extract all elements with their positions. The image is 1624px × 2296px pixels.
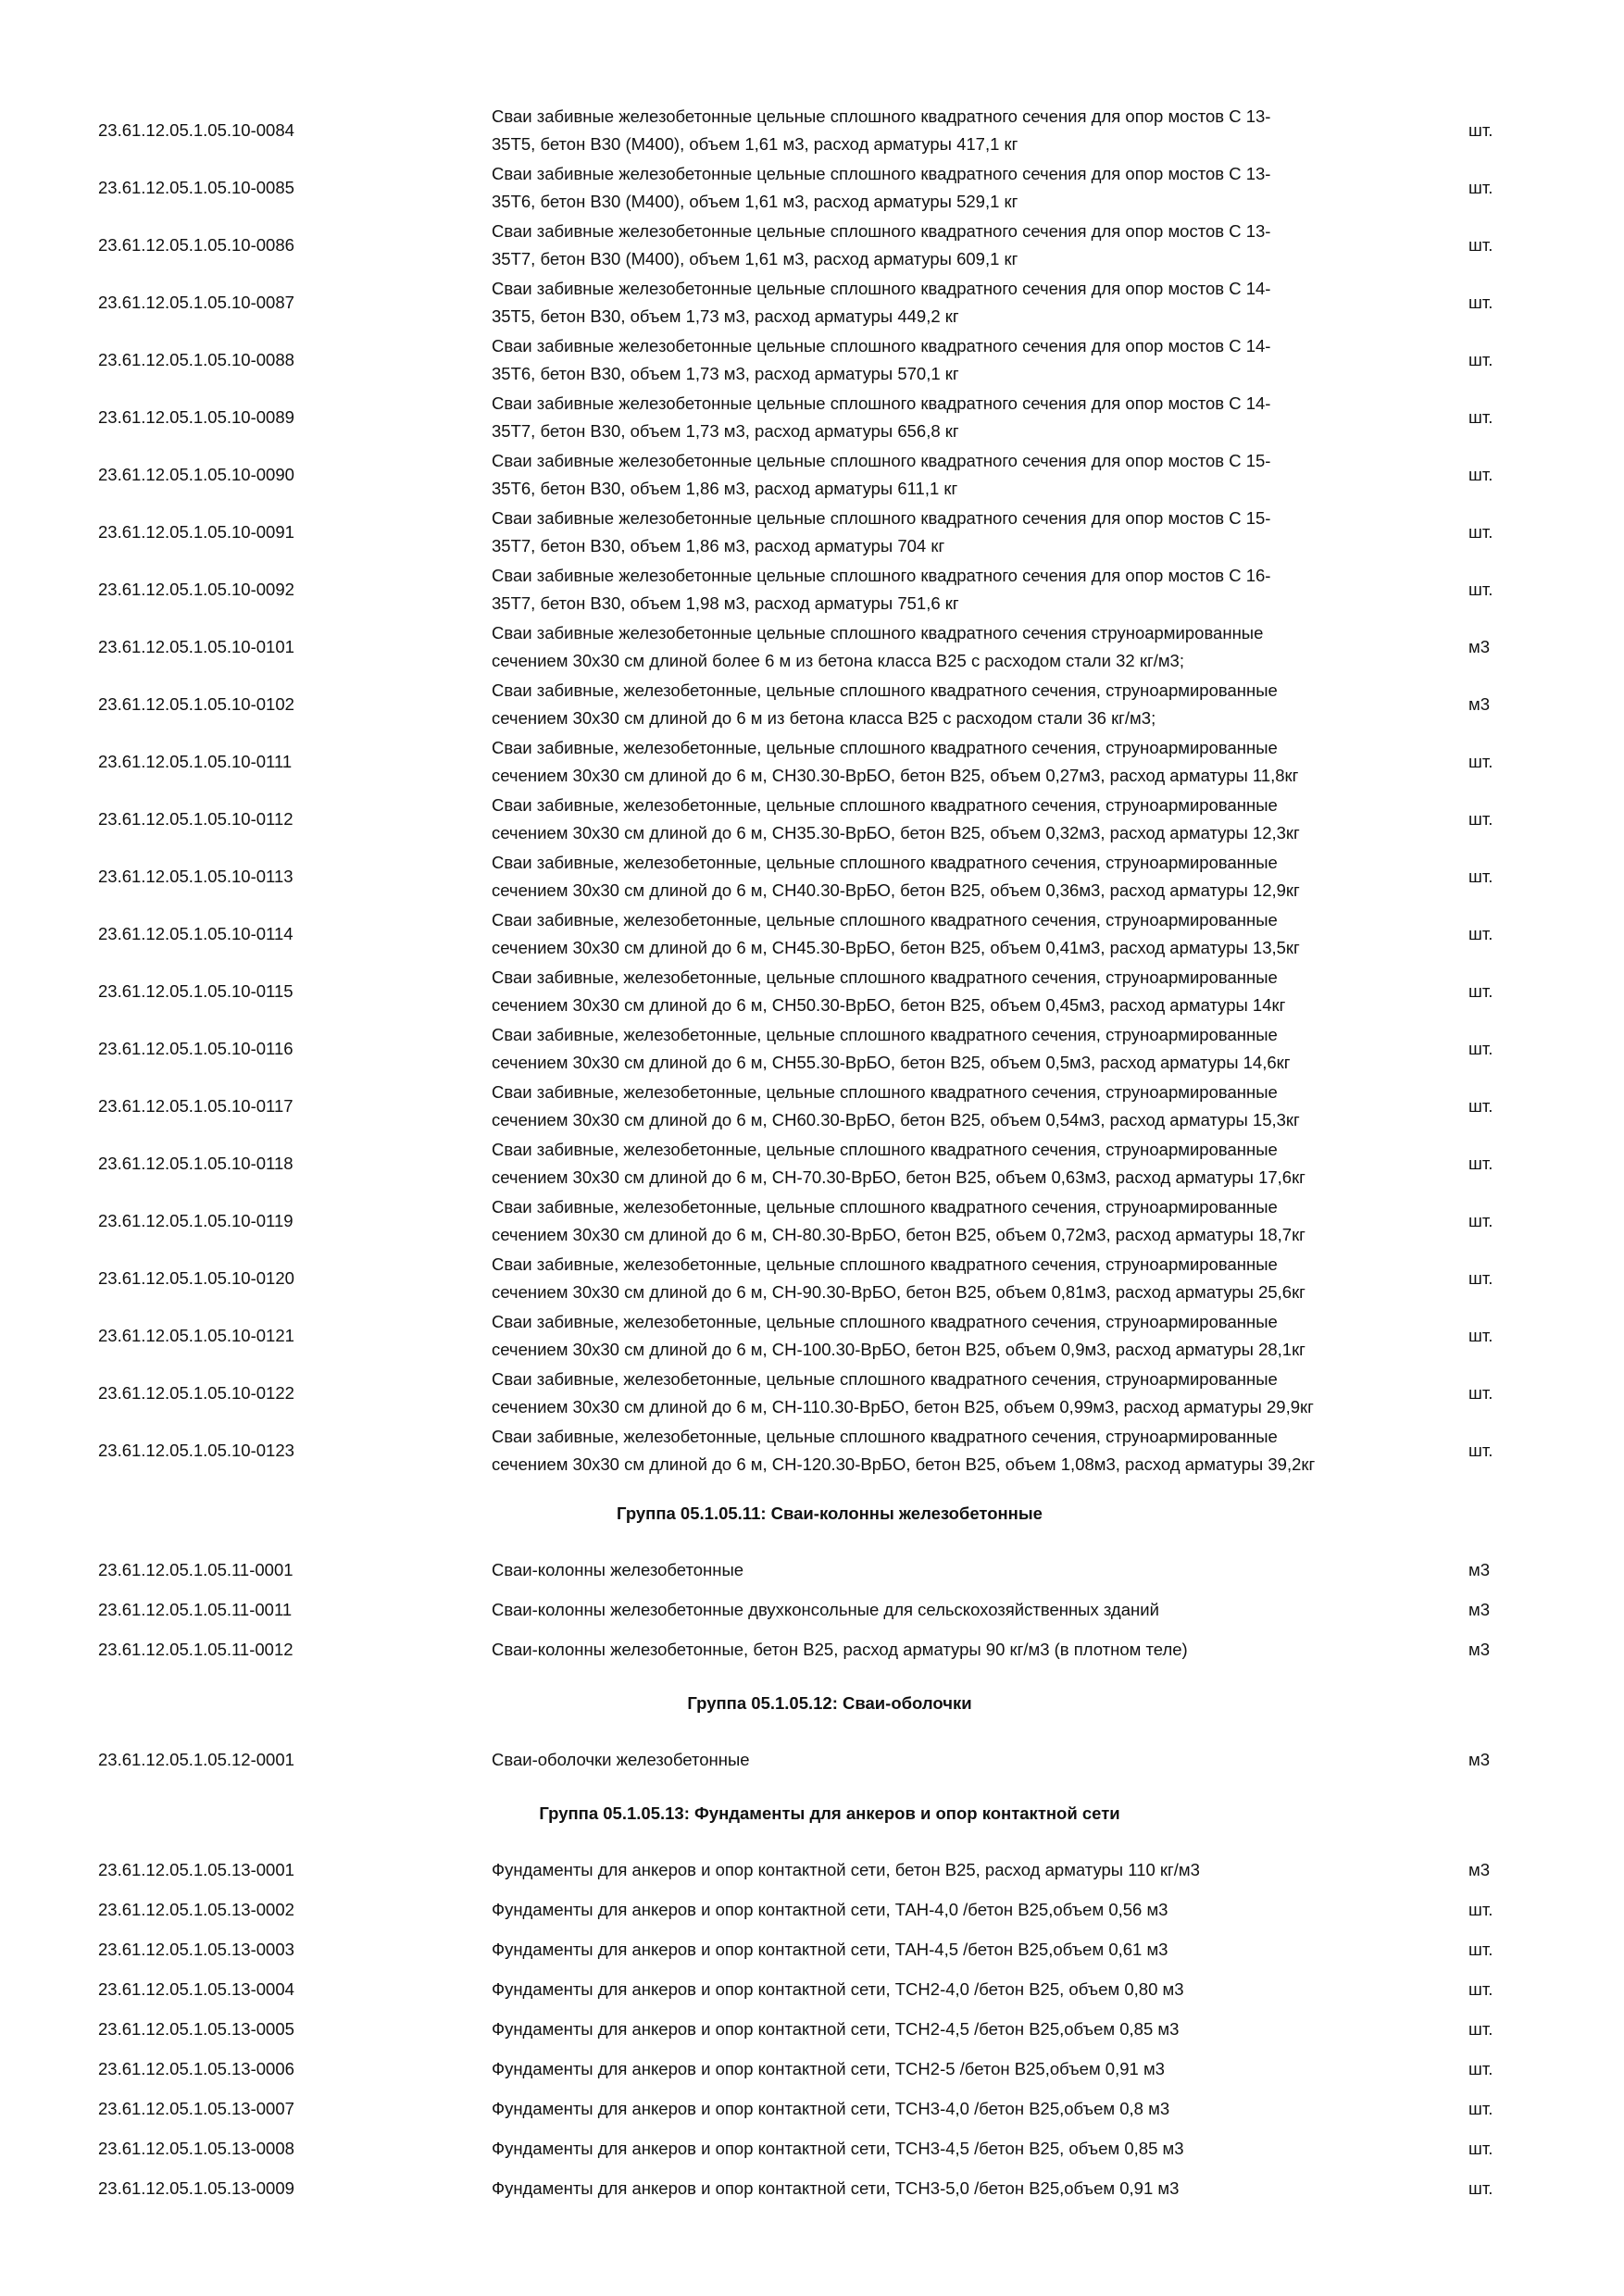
- description-line: 35Т6, бетон В30, объем 1,73 м3, расход арматуры 570,1 кг: [492, 364, 959, 383]
- group-11-block: [98, 1494, 1561, 1533]
- group-12-rows: [98, 1740, 1561, 1779]
- resource-description: Фундаменты для анкеров и опор контактной сети, ТСН3-4,0 /бетон В25,объем 0,8 м3: [492, 2098, 1170, 2118]
- group-heading: Группа 05.1.05.11: Сваи-колонны железобетонные: [617, 1504, 1043, 1523]
- description-line: Сваи забивные, железобетонные, цельные сплошного квадратного сечения, струноармированные: [492, 680, 1278, 700]
- unit-of-measure: шт.: [1468, 2018, 1493, 2039]
- resource-description: [492, 1251, 1468, 1306]
- table-row: [98, 1550, 1561, 1590]
- resource-description: Фундаменты для анкеров и опор контактной сети, ТАН-4,5 /бетон В25,объем 0,61 м3: [492, 1939, 1168, 1959]
- table-row: [98, 446, 1561, 504]
- resource-description: Сваи-колонны железобетонные: [492, 1559, 744, 1579]
- resource-description: Фундаменты для анкеров и опор контактной сети, ТСН3-5,0 /бетон В25,объем 0,91 м3: [492, 2177, 1180, 2198]
- table-row: [98, 504, 1561, 561]
- unit-of-measure: шт.: [1468, 1154, 1493, 1173]
- description-line: сечением 30х30 см длиной до 6 м, СН-90.30-ВрБО, бетон В25, объем 0,81м3, расход арматуры 25,6кг: [492, 1282, 1305, 1302]
- description-line: Сваи забивные, железобетонные, цельные сплошного квадратного сечения, струноармированные: [492, 1427, 1278, 1446]
- unit-of-measure: м3: [1468, 694, 1491, 714]
- resource-description: [492, 619, 1468, 675]
- table-row: [98, 274, 1561, 331]
- unit-of-measure: м3: [1468, 1559, 1491, 1579]
- unit-of-measure: м3: [1468, 1639, 1491, 1659]
- description-line: Сваи забивные, железобетонные, цельные сплошного квадратного сечения, струноармированные: [492, 967, 1278, 987]
- resource-description: [492, 906, 1468, 962]
- resource-code: 23.61.12.05.1.05.10-0101: [98, 637, 294, 656]
- unit-of-measure: шт.: [1468, 2058, 1493, 2078]
- table-row: [98, 1929, 1561, 1969]
- resource-description: [492, 849, 1468, 905]
- unit-of-measure: шт.: [1468, 293, 1493, 312]
- resource-description: [492, 103, 1468, 158]
- resource-code: 23.61.12.05.1.05.13-0001: [98, 1859, 294, 1879]
- resource-code: 23.61.12.05.1.05.10-0118: [98, 1154, 294, 1173]
- table-row: [98, 561, 1561, 618]
- resource-code: 23.61.12.05.1.05.10-0091: [98, 522, 294, 542]
- resource-code: 23.61.12.05.1.05.10-0123: [98, 1441, 294, 1460]
- table-row: [98, 1740, 1561, 1779]
- resource-description: Сваи-колонны железобетонные двухконсольные для сельскохозяйственных зданий: [492, 1599, 1159, 1619]
- unit-of-measure: шт.: [1468, 1383, 1493, 1403]
- description-line: сечением 30х30 см длиной до 6 м, СН55.30-ВрБО, бетон В25, объем 0,5м3, расход арматуры 14,6кг: [492, 1053, 1291, 1072]
- description-line: 35Т5, бетон В30 (М400), объем 1,61 м3, расход арматуры 417,1 кг: [492, 134, 1018, 154]
- table-row: [98, 1590, 1561, 1629]
- description-line: сечением 30х30 см длиной до 6 м, СН50.30-ВрБО, бетон В25, объем 0,45м3, расход арматуры 14кг: [492, 995, 1286, 1015]
- resource-description: [492, 562, 1468, 618]
- unit-of-measure: шт.: [1468, 752, 1493, 771]
- table-row: [98, 1422, 1561, 1479]
- description-line: Сваи забивные, железобетонные, цельные сплошного квадратного сечения, струноармированные: [492, 910, 1278, 930]
- resource-code: 23.61.12.05.1.05.10-0121: [98, 1326, 294, 1345]
- resource-code: 23.61.12.05.1.05.10-0090: [98, 465, 294, 484]
- table-row: [98, 676, 1561, 733]
- resource-description: Фундаменты для анкеров и опор контактной сети, ТСН2-5 /бетон В25,объем 0,91 м3: [492, 2058, 1165, 2078]
- unit-of-measure: шт.: [1468, 1441, 1493, 1460]
- description-line: Сваи забивные железобетонные цельные сплошного квадратного сечения для опор мостов С 15-: [492, 451, 1271, 470]
- resource-code: 23.61.12.05.1.05.10-0115: [98, 981, 294, 1001]
- table-row: [98, 1078, 1561, 1135]
- table-row: [98, 733, 1561, 791]
- description-line: сечением 30х30 см длиной до 6 м, СН-120.30-ВрБО, бетон В25, объем 1,08м3, расход арматуры 39,2кг: [492, 1454, 1316, 1474]
- description-line: Сваи забивные, железобетонные, цельные сплошного квадратного сечения, струноармированные: [492, 853, 1278, 872]
- resource-code: 23.61.12.05.1.05.13-0007: [98, 2098, 294, 2118]
- description-line: 35Т6, бетон В30, объем 1,86 м3, расход арматуры 611,1 кг: [492, 479, 958, 498]
- group-12-block: [98, 1684, 1561, 1723]
- resource-code: 23.61.12.05.1.05.10-0120: [98, 1268, 294, 1288]
- unit-of-measure: шт.: [1468, 1939, 1493, 1959]
- table-row: [98, 1629, 1561, 1669]
- group-11-rows: [98, 1550, 1561, 1669]
- unit-of-measure: шт.: [1468, 924, 1493, 943]
- resource-description: [492, 505, 1468, 560]
- resource-description: [492, 1136, 1468, 1192]
- description-line: Сваи забивные, железобетонные, цельные сплошного квадратного сечения, струноармированные: [492, 1025, 1278, 1044]
- resource-code: 23.61.12.05.1.05.10-0112: [98, 809, 294, 829]
- unit-of-measure: шт.: [1468, 809, 1493, 829]
- description-line: Сваи забивные, железобетонные, цельные сплошного квадратного сечения, струноармированные: [492, 1254, 1278, 1274]
- description-line: сечением 30х30 см длиной до 6 м из бетона класса В25 с расходом стали 36 кг/м3;: [492, 708, 1156, 728]
- description-line: Сваи забивные железобетонные цельные сплошного квадратного сечения для опор мостов С 14-: [492, 279, 1271, 298]
- table-row: [98, 102, 1561, 159]
- unit-of-measure: шт.: [1468, 1326, 1493, 1345]
- resource-code: 23.61.12.05.1.05.10-0119: [98, 1211, 294, 1230]
- resource-description: [492, 160, 1468, 216]
- resource-description: Фундаменты для анкеров и опор контактной сети, ТАН-4,0 /бетон В25,объем 0,56 м3: [492, 1899, 1168, 1919]
- description-line: сечением 30х30 см длиной до 6 м, СН60.30-ВрБО, бетон В25, объем 0,54м3, расход арматуры 15,3кг: [492, 1110, 1300, 1129]
- resource-code: 23.61.12.05.1.05.10-0084: [98, 120, 294, 140]
- resource-code: 23.61.12.05.1.05.10-0102: [98, 694, 294, 714]
- description-line: 35Т7, бетон В30 (М400), объем 1,61 м3, расход арматуры 609,1 кг: [492, 249, 1018, 268]
- description-line: 35Т6, бетон В30 (М400), объем 1,61 м3, расход арматуры 529,1 кг: [492, 192, 1018, 211]
- table-row: [98, 2089, 1561, 2128]
- description-line: Сваи забивные, железобетонные, цельные сплошного квадратного сечения, струноармированные: [492, 795, 1278, 815]
- resource-code: 23.61.12.05.1.05.12-0001: [98, 1749, 294, 1769]
- resource-code: 23.61.12.05.1.05.10-0086: [98, 235, 294, 255]
- description-line: сечением 30х30 см длиной до 6 м, СН45.30-ВрБО, бетон В25, объем 0,41м3, расход арматуры 13,5кг: [492, 938, 1300, 957]
- table-row: [98, 2128, 1561, 2168]
- resource-code: 23.61.12.05.1.05.10-0116: [98, 1039, 294, 1058]
- table-row: [98, 905, 1561, 963]
- unit-of-measure: шт.: [1468, 867, 1493, 886]
- unit-of-measure: м3: [1468, 1859, 1491, 1879]
- resource-description: Фундаменты для анкеров и опор контактной сети, бетон В25, расход арматуры 110 кг/м3: [492, 1859, 1200, 1879]
- resource-description: [492, 792, 1468, 847]
- table-row: [98, 848, 1561, 905]
- description-line: Сваи забивные, железобетонные, цельные сплошного квадратного сечения, струноармированные: [492, 738, 1278, 757]
- unit-of-measure: шт.: [1468, 235, 1493, 255]
- table-row: [98, 331, 1561, 389]
- description-line: Сваи забивные, железобетонные, цельные сплошного квадратного сечения, струноармированные: [492, 1369, 1278, 1389]
- resource-description: Сваи-оболочки железобетонные: [492, 1749, 750, 1769]
- resource-code: 23.61.12.05.1.05.10-0117: [98, 1096, 294, 1116]
- table-row: [98, 2009, 1561, 2049]
- unit-of-measure: шт.: [1468, 1978, 1493, 1999]
- description-line: сечением 30х30 см длиной до 6 м, СН40.30-ВрБО, бетон В25, объем 0,36м3, расход арматуры 12,9кг: [492, 880, 1300, 900]
- resource-description: [492, 677, 1468, 732]
- description-line: Сваи забивные железобетонные цельные сплошного квадратного сечения для опор мостов С 13-: [492, 221, 1271, 241]
- resource-description: Фундаменты для анкеров и опор контактной сети, ТСН2-4,0 /бетон В25, объем 0,80 м3: [492, 1978, 1184, 1999]
- description-line: 35Т5, бетон В30, объем 1,73 м3, расход арматуры 449,2 кг: [492, 306, 959, 326]
- table-row: [98, 1307, 1561, 1365]
- table-row: [98, 389, 1561, 446]
- table-row: [98, 2049, 1561, 2089]
- description-line: сечением 30х30 см длиной до 6 м, СН-100.30-ВрБО, бетон В25, объем 0,9м3, расход арматуры 28,1кг: [492, 1340, 1305, 1359]
- table-row: [98, 963, 1561, 1020]
- table-row: [98, 1250, 1561, 1307]
- resource-description: [492, 218, 1468, 273]
- resource-description: [492, 1021, 1468, 1077]
- resource-description: [492, 447, 1468, 503]
- unit-of-measure: шт.: [1468, 2138, 1493, 2158]
- description-line: Сваи забивные, железобетонные, цельные сплошного квадратного сечения, струноармированные: [492, 1082, 1278, 1102]
- table-row: [98, 1192, 1561, 1250]
- group-13-block: [98, 1794, 1561, 1833]
- resource-description: Фундаменты для анкеров и опор контактной сети, ТСН2-4,5 /бетон В25,объем 0,85 м3: [492, 2018, 1180, 2039]
- resource-description: Фундаменты для анкеров и опор контактной сети, ТСН3-4,5 /бетон В25, объем 0,85 м3: [492, 2138, 1184, 2158]
- resource-code: 23.61.12.05.1.05.13-0002: [98, 1899, 294, 1919]
- resource-code: 23.61.12.05.1.05.10-0114: [98, 924, 294, 943]
- table-row: [98, 1890, 1561, 1929]
- table-row: [98, 1020, 1561, 1078]
- unit-of-measure: шт.: [1468, 465, 1493, 484]
- unit-of-measure: шт.: [1468, 1096, 1493, 1116]
- resource-code: 23.61.12.05.1.05.13-0006: [98, 2058, 294, 2078]
- resource-code: 23.61.12.05.1.05.13-0003: [98, 1939, 294, 1959]
- description-line: Сваи забивные, железобетонные, цельные сплошного квадратного сечения, струноармированные: [492, 1140, 1278, 1159]
- description-line: сечением 30х30 см длиной до 6 м, СН-80.30-ВрБО, бетон В25, объем 0,72м3, расход арматуры 18,7кг: [492, 1225, 1305, 1244]
- resource-description: [492, 390, 1468, 445]
- description-line: 35Т7, бетон В30, объем 1,98 м3, расход арматуры 751,6 кг: [492, 593, 959, 613]
- resource-code: 23.61.12.05.1.05.13-0005: [98, 2018, 294, 2039]
- resource-code: 23.61.12.05.1.05.10-0088: [98, 350, 294, 369]
- table-row: [98, 791, 1561, 848]
- description-line: Сваи забивные железобетонные цельные сплошного квадратного сечения для опор мостов С 15-: [492, 508, 1271, 528]
- resource-description: [492, 1423, 1468, 1479]
- unit-of-measure: м3: [1468, 1599, 1491, 1619]
- unit-of-measure: шт.: [1468, 1899, 1493, 1919]
- table-row: [98, 1850, 1561, 1890]
- resource-description: [492, 734, 1468, 790]
- unit-of-measure: м3: [1468, 637, 1491, 656]
- table-row: [98, 1365, 1561, 1422]
- resource-code: 23.61.12.05.1.05.13-0008: [98, 2138, 294, 2158]
- description-line: Сваи забивные, железобетонные, цельные сплошного квадратного сечения, струноармированные: [492, 1312, 1278, 1331]
- unit-of-measure: шт.: [1468, 407, 1493, 427]
- resource-description: [492, 1366, 1468, 1421]
- unit-of-measure: шт.: [1468, 1211, 1493, 1230]
- description-line: сечением 30х30 см длиной до 6 м, СН-110.30-ВрБО, бетон В25, объем 0,99м3, расход арматуры 29,9кг: [492, 1397, 1314, 1416]
- description-line: 35Т7, бетон В30, объем 1,86 м3, расход арматуры 704 кг: [492, 536, 945, 555]
- resource-description: Сваи-колонны железобетонные, бетон В25, расход арматуры 90 кг/м3 (в плотном теле): [492, 1639, 1188, 1659]
- resource-code: 23.61.12.05.1.05.13-0009: [98, 2177, 294, 2198]
- table-row: [98, 618, 1561, 676]
- resource-description: [492, 1079, 1468, 1134]
- unit-of-measure: шт.: [1468, 178, 1493, 197]
- resource-code: 23.61.12.05.1.05.10-0122: [98, 1383, 294, 1403]
- description-line: Сваи забивные железобетонные цельные сплошного квадратного сечения струноармированные: [492, 623, 1264, 643]
- description-line: Сваи забивные железобетонные цельные сплошного квадратного сечения для опор мостов С 14-: [492, 393, 1271, 413]
- resource-code: 23.61.12.05.1.05.10-0085: [98, 178, 294, 197]
- group-heading: Группа 05.1.05.12: Сваи-оболочки: [687, 1693, 972, 1713]
- resource-description: [492, 332, 1468, 388]
- description-line: Сваи забивные железобетонные цельные сплошного квадратного сечения для опор мостов С 13-: [492, 164, 1271, 183]
- resource-description: [492, 275, 1468, 331]
- resource-code: 23.61.12.05.1.05.11-0012: [98, 1639, 294, 1659]
- table-row: [98, 2168, 1561, 2208]
- resource-description: [492, 1193, 1468, 1249]
- description-line: сечением 30х30 см длиной до 6 м, СН30.30-ВрБО, бетон В25, объем 0,27м3, расход арматуры 11,8кг: [492, 766, 1299, 785]
- resource-description: [492, 964, 1468, 1019]
- description-line: Сваи забивные, железобетонные, цельные сплошного квадратного сечения, струноармированные: [492, 1197, 1278, 1217]
- group-13-rows: [98, 1850, 1561, 2208]
- unit-of-measure: шт.: [1468, 981, 1493, 1001]
- table-row: [98, 1969, 1561, 2009]
- description-line: Сваи забивные железобетонные цельные сплошного квадратного сечения для опор мостов С 14-: [492, 336, 1271, 356]
- unit-of-measure: шт.: [1468, 2177, 1493, 2198]
- pile-rows-section: [98, 102, 1561, 1479]
- description-line: сечением 30х30 см длиной более 6 м из бетона класса В25 с расходом стали 32 кг/м3;: [492, 651, 1184, 670]
- resource-code: 23.61.12.05.1.05.10-0092: [98, 580, 294, 599]
- unit-of-measure: шт.: [1468, 2098, 1493, 2118]
- unit-of-measure: шт.: [1468, 522, 1493, 542]
- price-list-sheet: [98, 102, 1561, 2208]
- resource-code: 23.61.12.05.1.05.13-0004: [98, 1978, 294, 1999]
- table-row: [98, 1135, 1561, 1192]
- unit-of-measure: шт.: [1468, 1039, 1493, 1058]
- unit-of-measure: шт.: [1468, 1268, 1493, 1288]
- description-line: сечением 30х30 см длиной до 6 м, СН35.30-ВрБО, бетон В25, объем 0,32м3, расход арматуры 12,3кг: [492, 823, 1300, 842]
- resource-code: 23.61.12.05.1.05.11-0011: [98, 1599, 293, 1619]
- unit-of-measure: шт.: [1468, 120, 1493, 140]
- table-row: [98, 217, 1561, 274]
- unit-of-measure: шт.: [1468, 580, 1493, 599]
- resource-code: 23.61.12.05.1.05.10-0111: [98, 752, 293, 771]
- resource-code: 23.61.12.05.1.05.10-0087: [98, 293, 294, 312]
- description-line: Сваи забивные железобетонные цельные сплошного квадратного сечения для опор мостов С 16-: [492, 566, 1271, 585]
- group-heading: Группа 05.1.05.13: Фундаменты для анкеров и опор контактной сети: [539, 1803, 1120, 1823]
- resource-code: 23.61.12.05.1.05.11-0001: [98, 1559, 294, 1579]
- resource-code: 23.61.12.05.1.05.10-0113: [98, 867, 294, 886]
- description-line: 35Т7, бетон В30, объем 1,73 м3, расход арматуры 656,8 кг: [492, 421, 959, 441]
- description-line: сечением 30х30 см длиной до 6 м, СН-70.30-ВрБО, бетон В25, объем 0,63м3, расход арматуры 17,6кг: [492, 1167, 1305, 1187]
- unit-of-measure: шт.: [1468, 350, 1493, 369]
- resource-description: [492, 1308, 1468, 1364]
- unit-of-measure: м3: [1468, 1749, 1491, 1769]
- resource-code: 23.61.12.05.1.05.10-0089: [98, 407, 294, 427]
- description-line: Сваи забивные железобетонные цельные сплошного квадратного сечения для опор мостов С 13-: [492, 106, 1271, 126]
- table-row: [98, 159, 1561, 217]
